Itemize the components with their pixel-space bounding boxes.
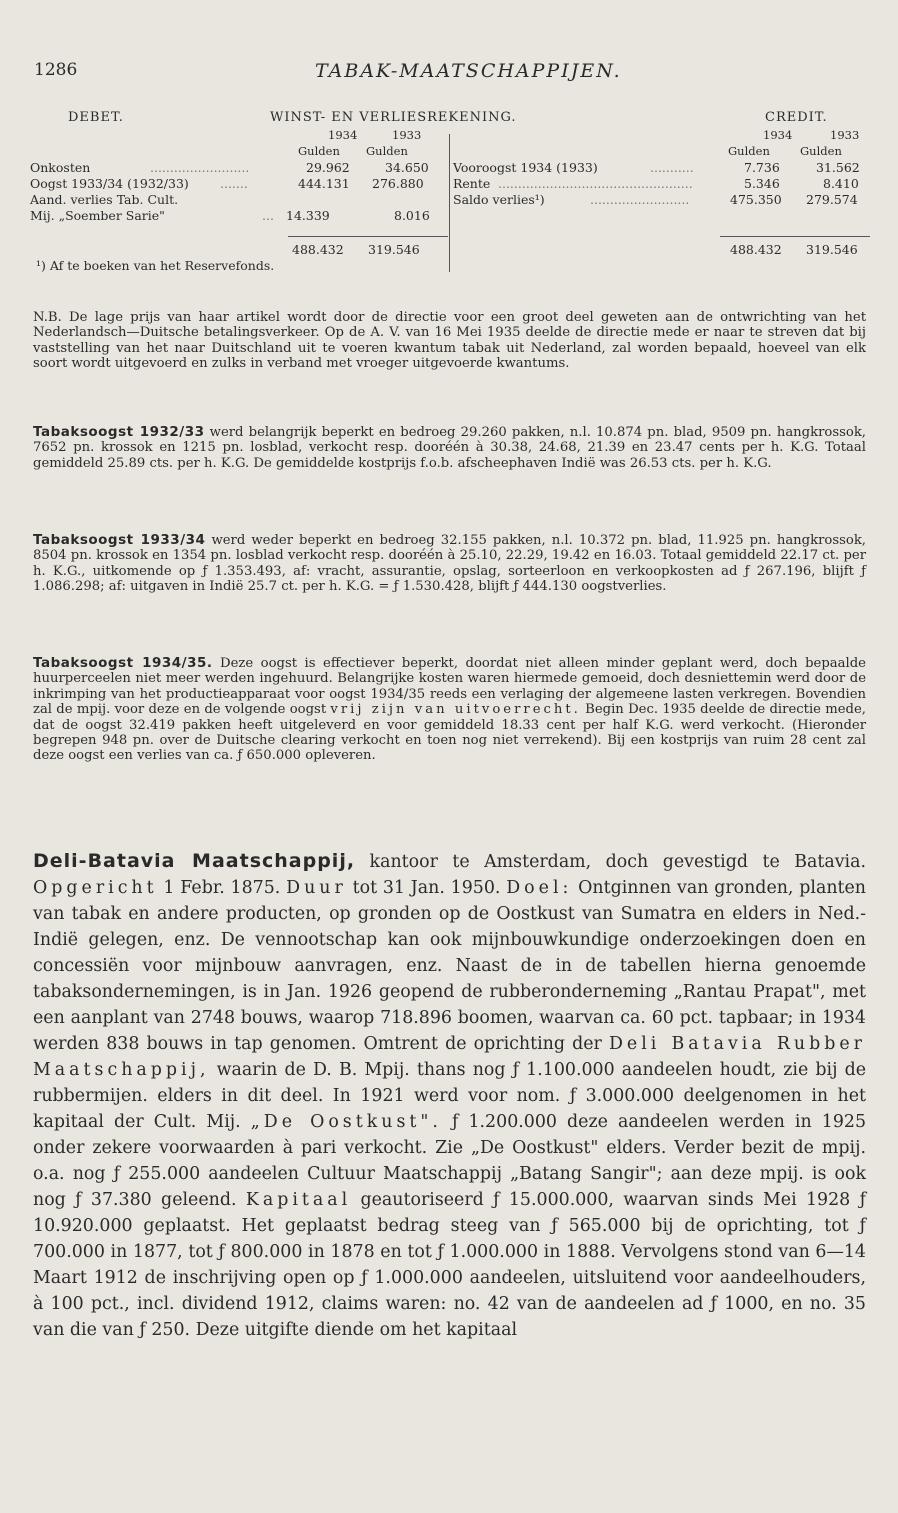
oogst-1934-body (33, 656, 866, 764)
keyword-duur: Duur (286, 878, 347, 898)
oogst-1933-body (33, 533, 866, 595)
credit-total-1934: 488.432 (730, 242, 782, 257)
leader-dots: ... (262, 208, 274, 223)
running-title: TABAK-MAATSCHAPPIJEN. (315, 60, 622, 82)
credit-row-label: Saldo verlies¹) (453, 192, 545, 207)
debit-total-rule (288, 236, 448, 237)
nb-paragraph (33, 310, 866, 372)
debit-row-value-1933: 8.016 (394, 208, 430, 223)
oogst-1933-paragraph (33, 533, 866, 595)
oogst-1934-text-a: Deze oogst is effectiever beperkt, doordat niet alleen minder geplant werd, doch bepaalde huurperceelen niet meer werden ingehuurd. Belangrijke kosten waren hiermede gemoeid, doch desniettemin werd door de inkrimping van het productieapparaat voor oogst 1934/35 reeds een verlaging der algemeene lasten verkregen. Bovendien zal de mpij. voor deze en de volgende oogst (33, 656, 866, 718)
deli-text: kantoor te Amsterdam, doch gevestigd te Batavia. (355, 852, 866, 872)
credit-row-value-1934: 475.350 (730, 192, 782, 207)
leader-dots: ........... (650, 160, 694, 175)
credit-col-gulden-1934: Gulden (728, 144, 770, 158)
debit-row-value-1934: 29.962 (306, 160, 350, 175)
keyword-rubber-maatschappij: Deli Batavia Rubber Maatschappij, (33, 1034, 866, 1080)
leader-dots: ................................................. (498, 176, 693, 191)
credit-row-value-1933: 31.562 (816, 160, 860, 175)
leader-dots: ......................... (590, 192, 690, 207)
deli-text: geautoriseerd ƒ 15.000.000, waarvan sinds Mei 1928 ƒ 10.920.000 geplaatst. Het geplaatst bedrag steeg van ƒ 565.000 bij de oprichting, tot ƒ 700.000 in 1877, tot ƒ 800.000 in 1878 en tot ƒ 1.000.000 in 1888. Vervolgens stond van 6—14 Maart 1912 de inschrijving open op ƒ 1.000.000 aandeelen, uitsluitend voor aandeelhouders, à 100 pct., incl. dividend 1912, claims waren: no. 42 van de aandeelen ad ƒ 1000, en no. 35 van die van ƒ 250. Deze uitgifte diende om het kapitaal (33, 1190, 867, 1340)
page-number: 1286 (34, 60, 78, 80)
running-header (30, 60, 870, 84)
deli-text: tot 31 Jan. 1950. (346, 878, 507, 898)
credit-col-year-1934: 1934 (763, 128, 793, 142)
deli-text: 1 Febr. 1875. (157, 878, 287, 898)
oogst-1933-text: werd weder beperkt en bedroeg 32.155 pakken, n.l. 10.372 pn. blad, 11.925 pn. hangkrossok, 8504 pn. krossok en 1354 pn. losblad verkocht resp. dooréén à 25.10, 22.29, 19.42 en 16.03. Totaal gemiddeld 22.17 ct. per h. K.G., uitkomende op ƒ 1.353.493, af: vracht, assurantie, opslag, sorteerloon en verkoopkosten ad ƒ 267.196, blijft ƒ 1.086.298; af: uitgaven in Indië 25.7 ct. per h. K.G. = ƒ 1.530.428, blijft ƒ 444.130 oogstverlies. (33, 533, 867, 595)
credit-col-year-1933: 1933 (830, 128, 860, 142)
oogst-1933-lead: Tabaksoogst 1933/34 (33, 532, 206, 548)
keyword-oostkust: „De Oostkust". (250, 1112, 442, 1132)
credit-heading: CREDIT. (765, 110, 828, 125)
credit-total-1933: 319.546 (806, 242, 858, 257)
oogst-1932-lead: Tabaksoogst 1932/33 (33, 424, 205, 440)
credit-row-value-1933: 279.574 (806, 192, 858, 207)
oogst-1934-text-b: Begin Dec. 1935 deelde de directie mede, dat de oogst 32.419 pakken heeft uitgeleverd en voor gemiddeld 18.33 cent per half K.G. werd verkocht. (Hieronder begrepen 948 pn. over de Duitsche clearing verkocht en toen nog niet verrekend). Bij een kostprijs van ruim 28 cent zal deze oogst een verlies van ca. ƒ 650.000 opleveren. (33, 702, 866, 764)
debit-col-gulden-1933: Gulden (366, 144, 408, 158)
debit-col-gulden-1934: Gulden (298, 144, 340, 158)
debit-col-year-1934: 1934 (328, 128, 358, 142)
credit-row-value-1934: 7.736 (744, 160, 780, 175)
credit-col-gulden-1933: Gulden (800, 144, 842, 158)
leader-dots: ......................... (150, 160, 250, 175)
keyword-opgericht: Opgericht (33, 878, 158, 898)
oogst-1932-body (33, 425, 866, 471)
credit-row-label: Vooroogst 1934 (1933) (453, 160, 598, 175)
credit-row-value-1934: 5.346 (744, 176, 780, 191)
keyword-doel: Doel: (506, 878, 573, 898)
debit-row-value-1933: 34.650 (385, 160, 429, 175)
nb-text: N.B. De lage prijs van haar artikel wordt door de directie voor een groot deel geweten aan de ontwrichting van het Nederlandsch—Duitsche betalingsverkeer. Op de A. V. van 16 Mei 1935 deelde de directie mede er naar te streven dat bij vaststelling van het naar Duitschland uit te voeren kwantum tabak uit Nederland, zal worden bepaald, hoeveel van elk soort wordt uitgevoerd en zulks in verband met vroeger uitgevoerde kwantums. (33, 310, 866, 372)
credit-row-label: Rente (453, 176, 491, 191)
oogst-1934-paragraph (33, 656, 866, 764)
debet-heading: DEBET. (68, 110, 124, 125)
oogst-1932-paragraph (33, 425, 866, 471)
account-title: WINST- EN VERLIESREKENING. (270, 110, 517, 125)
credit-row-value-1933: 8.410 (823, 176, 859, 191)
profit-loss-account (30, 110, 875, 285)
deli-text: ƒ 1.200.000 deze aandeelen werden in 1925 onder zekere voorwaarden à pari verkocht. Zie „De Oostkust" elders. Verder bezit de mpij. o.a. nog ƒ 255.000 aandeelen Cultuur Maatschappij „Batang Sangir"; aan deze mpij. is ook nog ƒ 37.380 geleend. (33, 1112, 867, 1210)
debit-total-1934: 488.432 (292, 242, 344, 257)
debit-row-label: Onkosten (30, 160, 91, 175)
debit-row-value-1934: 14.339 (286, 208, 330, 223)
debit-col-year-1933: 1933 (392, 128, 422, 142)
debit-row-value-1934: 444.131 (298, 176, 350, 191)
deli-batavia-entry (33, 848, 866, 1343)
deli-batavia-body (33, 848, 866, 1343)
deli-batavia-lead: Deli-Batavia Maatschappij, (33, 850, 356, 872)
leader-dots: ....... (220, 176, 248, 191)
ledger-divider (449, 134, 450, 272)
debit-row-label: Mij. „Soember Sarie" (30, 208, 165, 223)
credit-total-rule (720, 236, 870, 237)
ledger-footnote: ¹) Af te boeken van het Reservefonds. (36, 258, 275, 273)
oogst-1934-lead: Tabaksoogst 1934/35. (33, 655, 213, 671)
debit-row-label: Oogst 1933/34 (1932/33) (30, 176, 189, 191)
debit-total-1933: 319.546 (368, 242, 420, 257)
keyword-kapitaal: Kapitaal (245, 1190, 352, 1210)
deli-text: Ontginnen van gronden, planten van tabak en andere producten, op gronden op de Oostkust van Sumatra en elders in Ned.-Indië gelegen, enz. De vennootschap kan ook mijnbouwkundige onderzoekingen doen en concessiën voor mijnbouw aanvragen, enz. Naast de in de tabellen hierna genoemde tabaksondernemingen, is in Jan. 1926 geopend de rubberonderneming „Rantau Prapat", met een aanplant van 2748 bouws, waarop 718.896 boomen, waarvan ca. 60 pct. tapbaar; in 1934 werden 838 bouws in tap genomen. Omtrent de oprichting der (33, 878, 866, 1054)
oogst-1932-text: werd belangrijk beperkt en bedroeg 29.260 pakken, n.l. 10.874 pn. blad, 9509 pn. hangkrossok, 7652 pn. krossok en 1215 pn. losblad, verkocht resp. dooréén à 30.38, 24.68, 21.39 en 23.47 cents per h. K.G. Totaal gemiddeld 25.89 cts. per h. K.G. De gemiddelde kostprijs f.o.b. afscheephaven Indië was 26.53 cts. per h. K.G. (33, 425, 867, 471)
debit-row-label: Aand. verlies Tab. Cult. (30, 192, 179, 207)
debit-row-value-1933: 276.880 (372, 176, 424, 191)
oogst-1934-spaced: vrij zijn van uitvoerrecht. (330, 702, 581, 718)
deli-text: waarin de D. B. Mpij. thans nog ƒ 1.100.000 aandeelen houdt, zie bij de rubbermijen. elders in dit deel. In 1921 werd voor nom. ƒ 3.000.000 deelgenomen in het kapitaal der Cult. Mij. (33, 1060, 866, 1132)
